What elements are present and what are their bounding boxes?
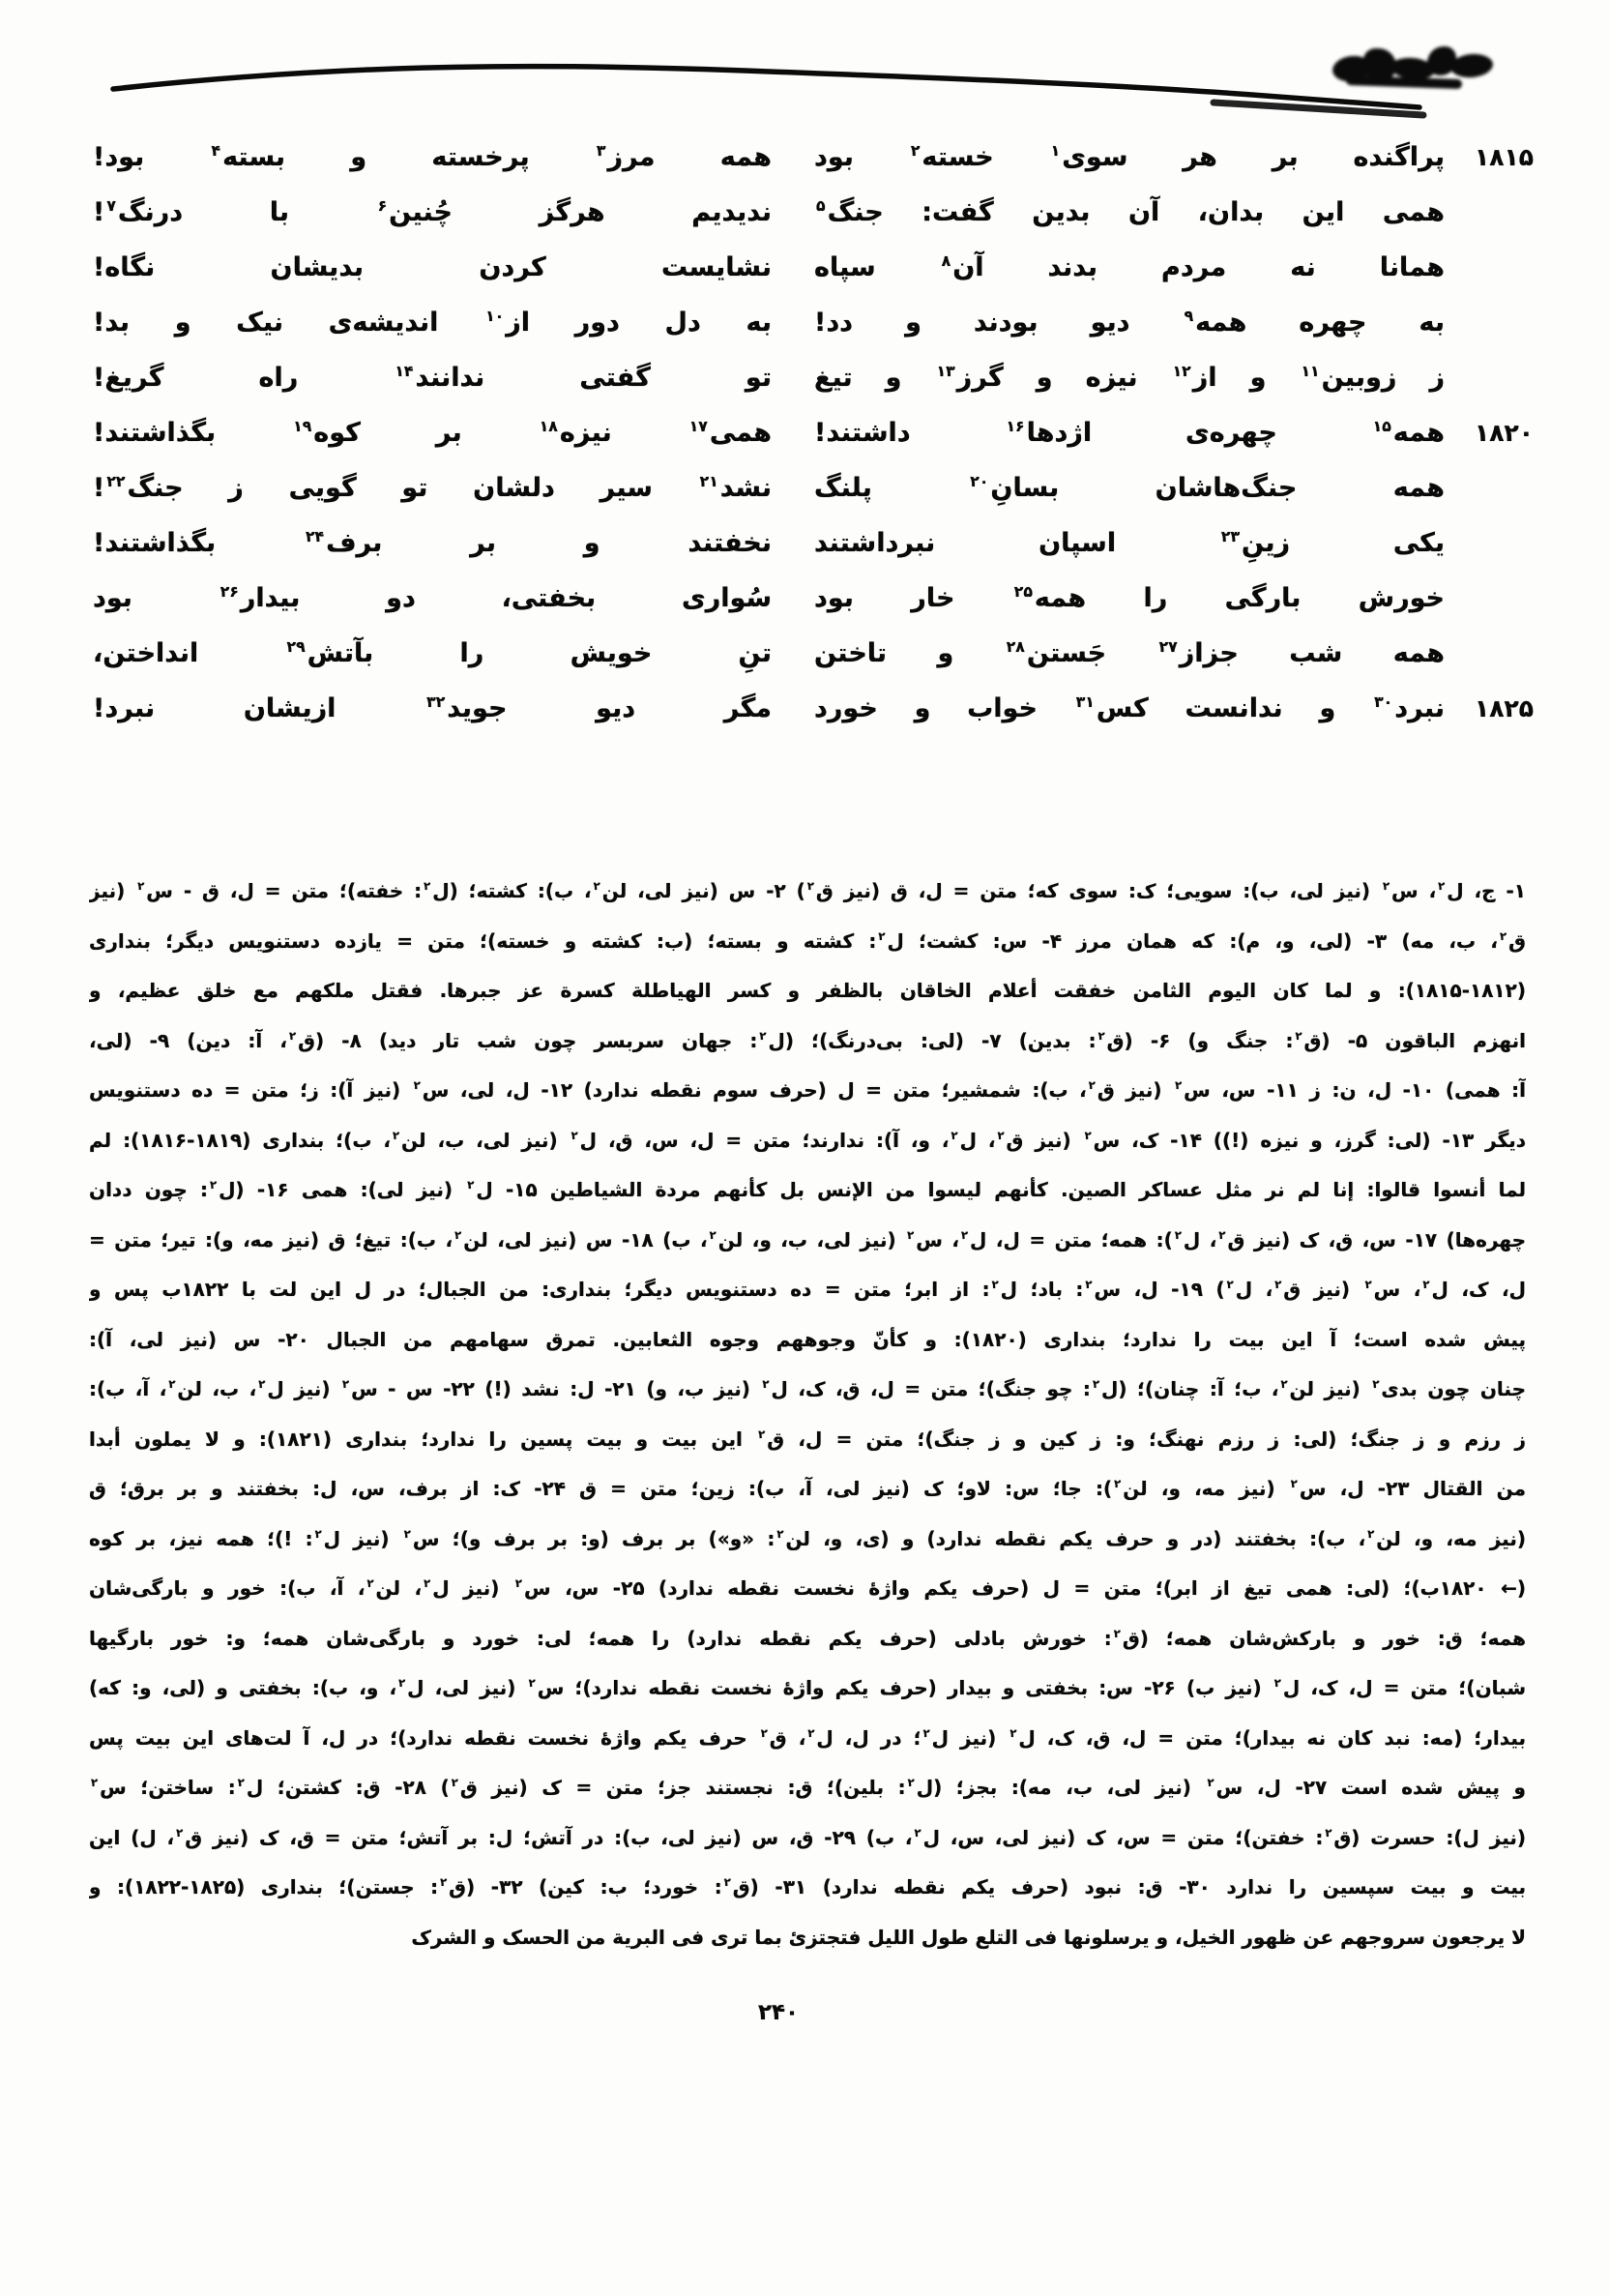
footnote-marker: ۱۵ (1372, 417, 1391, 435)
footnote-marker: ۲ (91, 1776, 99, 1790)
footnote-marker: ۲ (807, 1725, 815, 1740)
footnote-marker: ۳۲ (426, 692, 446, 711)
apparatus-line: من القتال ۲۳- ل، س$^۲$ (نیز مه، و، لن$^۲$): جا؛ س: لاو؛ ک (نیز لی، آ، ب): زین؛ متن = ق ۲۴- ک: از برف، س، ل: بخفتند و بر برق؛ ق (89, 1477, 1526, 1500)
apparatus-line: پیش شده است؛ آ این بیت را ندارد؛ بنداری (۱۸۲۰): و کأنّ وجوههم وجوه الثعابین. تمرق سهامهم من الجبال ۲۰- س (نیز لی، آ): (89, 1327, 1526, 1351)
hemistich-first: همه$^{۱۵}$ چهره‌ی اژدها$^{۱۶}$ داشتند! (814, 417, 1445, 448)
apparatus-line: چهره‌ها) ۱۷- س، ق، ک (نیز ق$^۲$، ل$^۲$): همه؛ متن = ل، ل$^۲$، س$^۲$ (نیز لی، ب، و، لن$^۲$، ب) ۱۸- س (نیز لی، لن$^۲$، ب): تیغ؛ ق (نیز مه، و): تیر؛ متن = (89, 1227, 1526, 1251)
footnote-marker: ۲ (1088, 1078, 1096, 1093)
hemistich-second: تنِ خویش را بآتش$^{۲۹}$ انداختن، (93, 637, 772, 668)
footnote-marker: ۲ (467, 1178, 475, 1192)
page-number: ۲۴۰ (757, 2000, 800, 2025)
footnote-marker: ۲۳ (1220, 527, 1241, 545)
verse-row (77, 519, 1534, 574)
footnote-marker: ۲ (392, 1128, 400, 1142)
hemistich-first: همه شب جزاز$^{۲۷}$ جَستن$^{۲۸}$ و تاختن (814, 637, 1445, 668)
footnote-marker: ۲ (341, 1377, 350, 1392)
footnote-marker: ۹ (1184, 307, 1194, 325)
hemistich-second: به دل دور از$^{۱۰}$ اندیشه‌ی نیک و بد! (93, 307, 772, 338)
footnote-marker: ۲ (914, 1825, 922, 1840)
footnote-marker: ۲ (907, 1776, 915, 1790)
hemistich-second: نشایست کردن بدیشان نگاه! (93, 252, 772, 282)
footnote-marker: ۲ (1325, 1825, 1332, 1840)
footnote-marker: ۲ (403, 1526, 411, 1541)
footnote-marker: ۲ (1295, 1028, 1302, 1043)
verse-row (77, 685, 1534, 740)
footnote-marker: ۲ (1273, 1676, 1281, 1691)
footnote-marker: ۲ (210, 1178, 218, 1192)
footnote-marker: ۲ (528, 1676, 536, 1691)
footnote-marker: ۲۶ (219, 582, 239, 601)
footnote-marker: ۱۷ (688, 417, 708, 435)
footnote-marker: ۲ (258, 1377, 266, 1392)
footnote-marker: ۲۴ (305, 527, 325, 545)
footnote-marker: ۲ (1500, 928, 1507, 943)
footnote-marker: ۲ (758, 1427, 766, 1441)
footnote-marker: ۲ (997, 1128, 1005, 1142)
apparatus-line: (نیز ل): حسرت (ق$^۲$: خفتن)؛ متن = س، ک (نیز لی، س، ل$^۲$، ب) ۲۹- ق، س (نیز لی، ب): در آتش؛ ل: بر آتش؛ متن = ق، ک (نیز ق$^۲$، ل) این (89, 1825, 1526, 1849)
hemistich-first: همی این بدان، آن بدین گفت: جنگ$^۵$ (816, 196, 1445, 227)
footnote-marker: ۲ (762, 1377, 770, 1392)
footnote-marker: ۲ (440, 1875, 448, 1890)
footnote-marker: ۲ (1207, 1776, 1214, 1790)
footnote-marker: ۲ (593, 879, 600, 894)
footnote-marker: ۱۹ (293, 417, 312, 435)
hemistich-second: سُواری بخفتی، دو بیدار$^{۲۶}$ بود (93, 582, 772, 613)
footnote-marker: ۲ (424, 1576, 431, 1591)
apparatus-line: آ: همی) ۱۰- ل، ن: ز ۱۱- س، س$^۲$ (نیز ق$^۲$، ب): شمشیر؛ متن = ل (حرف سوم نقطه ندارد) ۱۲- ل، لی، س$^۲$ (نیز آ): ز؛ متن = ده دستنویس (89, 1078, 1526, 1102)
footnote-marker: ۲ (451, 1776, 458, 1790)
apparatus-line: چنان چون بدی$^۲$ (نیز لن$^۲$، ب؛ آ: چنان)؛ (ل$^۲$: چو جنگ)؛ متن = ل، ق، ک، ل$^۲$ (نیز ب، و) ۲۱- ل: نشد (!) ۲۲- س - س$^۲$ (نیز ل$^۲$، ب، لن$^۲$، آ، ب): (89, 1377, 1526, 1400)
footnote-marker: ۲ (759, 1028, 767, 1043)
verse-number: ۱۸۲۵ (1474, 694, 1534, 722)
footnote-marker: ۱۱ (1301, 362, 1320, 380)
footnote-marker: ۲ (514, 1576, 522, 1591)
footnote-marker: ۱۲ (1172, 362, 1191, 380)
footnote-marker: ۲ (570, 1128, 578, 1142)
footnote-marker: ۲ (910, 141, 921, 160)
hemistich-second: تو گفتی ندانند$^{۱۴}$ راه گریغ! (93, 362, 772, 393)
apparatus-line: و پیش شده است ۲۷- ل، س$^۲$ (نیز لی، ب، مه): بجز؛ (ل$^۲$: بلین)؛ ق: نجستند جز؛ متن = ک (نیز ق$^۲$) ۲۸- ق: کشتن؛ ل$^۲$: ساختن؛ س$^۲$ (91, 1776, 1526, 1799)
apparatus-line: ق$^۲$، ب، مه) ۳- (لی، و، م): که همان مرز ۴- س: کشت؛ ل$^۲$: کشته و بسته؛ (ب: کشته و خسته)؛ متن = یازده دستنویس دیگر؛ بنداری (89, 928, 1526, 953)
hemistich-second: نخفتند و بر برف$^{۲۴}$ بگذاشتند! (93, 527, 772, 558)
footnote-marker: ۲ (1382, 879, 1390, 894)
hemistich-second: نشد$^{۲۱}$ سیر دلشان تو گویی ز جنگ$^{۲۲}$! (93, 472, 772, 503)
footnote-marker: ۲ (454, 1227, 462, 1242)
hemistich-second: مگر دیو جوید$^{۳۲}$ ازیشان نبرد! (93, 692, 772, 723)
footnote-marker: ۲ (176, 1825, 184, 1840)
verse-row (77, 409, 1534, 464)
footnote-marker: ۸ (941, 251, 951, 270)
hemistich-first: نبرد$^{۳۰}$ و ندانست کس$^{۳۱}$ خواب و خورد (814, 692, 1445, 723)
footnote-marker: ۲ (1274, 1278, 1282, 1292)
apparatus-line: ۱- ج، ل$^۲$، س$^۲$ (نیز لی، ب): سویی؛ ک: سوی که؛ متن = ل، ق (نیز ق$^۲$) ۲- س (نیز لی، لن$^۲$، ب): کشته؛ (ل$^۲$: خفته)؛ متن = ل، ق - س$^۲$ (نیز (89, 879, 1526, 902)
footnote-marker: ۱۰ (485, 307, 505, 325)
footnote-marker: ۲۱ (699, 472, 718, 490)
footnote-marker: ۲ (1085, 1278, 1093, 1292)
apparatus-line: بیدار؛ (مه: نبد کان نه بیدار)؛ متن = ل، ق، ک، ل$^۲$ (نیز ل$^۲$؛ در ل، ل$^۲$، ق$^۲$ حرف یکم واژهٔ نخست نقطه ندارد)؛ در ل، آ لت‌های این بیت پس (89, 1725, 1526, 1750)
running-head-ink-stamp-icon (1327, 39, 1499, 103)
hemistich-first: یکی زینِ$^{۲۳}$ اسپان نبرداشتند (814, 527, 1445, 558)
footnote-marker: ۲ (1290, 1477, 1298, 1491)
apparatus-line: ل، ک، ل$^۲$، س$^۲$ (نیز ق$^۲$، ل$^۲$) ۱۹- ل، س$^۲$: باد؛ ل$^۲$: از ابر؛ متن = ده دستنویس دیگر؛ بنداری: من الجبال؛ در ل این لت با ۱۸۲۲ب پس و (89, 1278, 1526, 1301)
footnote-marker: ۷ (106, 196, 116, 215)
hemistich-second: ندیدیم هرگز چُنین$^۶$ با درنگ$^۷$! (93, 196, 772, 227)
footnote-marker: ۲ (709, 1227, 717, 1242)
footnote-marker: ۱۴ (395, 362, 414, 380)
footnote-marker: ۲ (1367, 1526, 1375, 1541)
verse-row (77, 299, 1534, 354)
verse-row (77, 464, 1534, 519)
apparatus-line: شبان)؛ متن = ل، ک، ل$^۲$ (نیز ب) ۲۶- س: بخفتی و بیدار (حرف یکم واژهٔ نخست نقطه ندارد)؛ س$^۲$ (نیز لی، ل$^۲$، و، ب): بخفتی و (لی، و: که) (89, 1676, 1526, 1699)
footnote-marker: ۴ (211, 141, 221, 160)
verse-row (77, 574, 1534, 630)
hemistich-first: همانا نه مردم بدند آن$^۸$ سپاه (814, 251, 1445, 282)
footnote-marker: ۲ (413, 1078, 421, 1093)
footnote-marker: ۲۰ (970, 472, 989, 490)
hemistich-first: ز زوبین$^{۱۱}$ و از$^{۱۲}$ نیزه و گرز$^{۱۳}$ و تیغ (814, 362, 1445, 393)
footnote-marker: ۲ (1226, 1278, 1234, 1292)
hemistich-first: پراگنده بر هر سوی$^۱$ خسته$^۲$ بود (814, 141, 1445, 172)
footnote-marker: ۲ (951, 1128, 958, 1142)
footnote-marker: ۲ (1422, 1278, 1430, 1292)
apparatus-line: (← ۱۸۲۰ب)؛ (لی: همی تیغ از ابر)؛ متن = ل (حرف یکم واژهٔ نخست نقطه ندارد) ۲۵- س، س$^۲$ (نیز ل$^۲$، لن$^۲$، آ، ب): خور و بارگی‌شان (89, 1576, 1526, 1600)
footnote-marker: ۲ (398, 1676, 406, 1691)
footnote-marker: ۳۱ (1075, 692, 1095, 711)
footnote-marker: ۲ (137, 879, 145, 894)
footnote-marker: ۲ (168, 1377, 176, 1392)
apparatus-line: انهزم الباقون ۵- (ق$^۲$: جنگ و) ۶- (ق$^۲$: بدین) ۷- (لی: بی‌درنگ)؛ (ل$^۲$: جهان سربسر چون شب تار دید) ۸- (ق$^۲$، آ: دین) ۹- (لی، (89, 1028, 1526, 1052)
footnote-marker: ۲ (366, 1576, 374, 1591)
footnote-marker: ۲ (1438, 879, 1446, 894)
hemistich-first: به چهره همه$^۹$ دیو بودند و دد! (814, 307, 1445, 338)
footnote-marker: ۲ (806, 879, 814, 894)
hemistich-second: همه مرز$^۳$ پرخسته و بسته$^۴$ بود! (93, 141, 772, 172)
footnote-marker: ۲۹ (286, 637, 306, 656)
footnote-marker: ۲۸ (1006, 637, 1025, 656)
footnote-marker: ۶ (377, 196, 388, 215)
footnote-marker: ۲ (907, 1227, 915, 1242)
apparatus-footnotes (89, 867, 1526, 1962)
footnote-marker: ۲ (723, 1875, 731, 1890)
footnote-marker: ۱۸ (539, 417, 558, 435)
footnote-marker: ۲ (1084, 1128, 1092, 1142)
footnote-marker: ۲ (1175, 1078, 1183, 1093)
footnote-marker: ۲ (922, 1725, 930, 1740)
footnote-marker: ۲ (760, 1725, 768, 1740)
footnote-marker: ۲ (1174, 1227, 1182, 1242)
footnote-marker: ۲ (1372, 1377, 1380, 1392)
apparatus-line: لا یرجعون سروجهم عن ظهور الخیل، و یرسلونها فی التلع طول اللیل فتجتزئ بما تری فی البریة من الحسک و الشرک (411, 1925, 1526, 1949)
verse-row (77, 189, 1534, 244)
verse-row (77, 133, 1534, 189)
footnote-marker: ۲ (878, 928, 886, 943)
apparatus-line: ز رزم و ز جنگ؛ (لی: ز رزم نهنگ؛ و: ز کین و ز جنگ)؛ متن = ل، ق$^۲$ این بیت و بیت پسین را ندارد؛ بنداری (۱۸۲۱): و لا یملون أبدا (89, 1427, 1526, 1451)
verse-row (77, 630, 1534, 685)
footnote-marker: ۲ (1280, 1377, 1288, 1392)
footnote-marker: ۲ (1114, 1477, 1122, 1491)
apparatus-line: لما أنسوا قالوا: إنا لم نر مثل عساکر الصین. کأنهم لیسوا من الإنس بل کأنهم مردة الشیاطین ۱۵- ل$^۲$ (نیز لی): همی ۱۶- (ل$^۲$: چون ددان (89, 1178, 1526, 1201)
footnote-marker: ۲۵ (1013, 582, 1033, 601)
footnote-marker: ۲ (1009, 1725, 1017, 1740)
footnote-marker: ۲ (314, 1526, 322, 1541)
footnote-marker: ۳ (596, 141, 606, 160)
hemistich-second: همی$^{۱۷}$ نیزه$^{۱۸}$ بر کوه$^{۱۹}$ بگذاشتند! (93, 417, 772, 448)
footnote-marker: ۳۰ (1374, 692, 1393, 711)
verse-row (77, 354, 1534, 409)
hemistich-first: خورش بارگی را همه$^{۲۵}$ خار بود (814, 582, 1445, 613)
apparatus-line: بیت و بیت سپسین را ندارد ۳۰- ق: نبود (حرف یکم نقطه ندارد) ۳۱- (ق$^۲$: خورد؛ ب: کین) ۳۲- (ق$^۲$: جستن)؛ بنداری (۱۸۲۵-۱۸۲۲): و (89, 1875, 1526, 1899)
footnote-marker: ۲ (1113, 1626, 1121, 1640)
footnote-marker: ۲ (991, 1278, 999, 1292)
apparatus-line: همه؛ ق: خور و بارکش‌شان همه؛ (ق$^۲$: خورش بادلی (حرف یکم نقطه ندارد) را همه؛ لی: خورد و بارگی‌شان همه؛ و: خور بارگیها (89, 1626, 1526, 1650)
footnote-marker: ۲۲ (106, 472, 126, 490)
apparatus-line: (نیز مه، و، لن$^۲$، ب): بخفتند (در و حرف یکم نقطه ندارد) و (ی، و، لن$^۲$: «و») بر برف (و: بر برف و)؛ س$^۲$ (نیز ل$^۲$: !)؛ همه نیز، بر کوه (89, 1526, 1526, 1550)
apparatus-line: (۱۸۱۵-۱۸۱۲): و لما کان الیوم الثامن خفقت أعلام الخاقان بالظفر و کسر الهیاطلة کسرة عز جبرها. فقتل ملکهم مع خلق عظیم، و (89, 979, 1526, 1002)
footnote-marker: ۲ (424, 879, 431, 894)
verse-row (77, 244, 1534, 299)
verse-block (77, 133, 1534, 740)
footnote-marker: ۲ (1092, 1377, 1100, 1392)
footnote-marker: ۲ (1218, 1227, 1226, 1242)
verse-number: ۱۸۱۵ (1474, 143, 1534, 171)
footnote-marker: ۲ (289, 1028, 297, 1043)
hemistich-first: همه جنگ‌هاشان بسانِ$^{۲۰}$ پلنگ (814, 472, 1445, 503)
footnote-marker: ۲ (1364, 1278, 1372, 1292)
footnote-marker: ۲ (960, 1227, 969, 1242)
footnote-marker: ۲ (776, 1526, 784, 1541)
footnote-marker: ۱ (1050, 141, 1061, 160)
footnote-marker: ۲ (237, 1776, 245, 1790)
apparatus-line: دیگر ۱۳- (لی: گرز، و نیزه (!)) ۱۴- ک، س$^۲$ (نیز ق$^۲$، ل$^۲$، و، آ): ندارند؛ متن = ل، س، ق، ل$^۲$ (نیز لی، ب، لن$^۲$، ب)؛ بنداری (۱۸۱۹-۱۸۱۶): لم (89, 1128, 1526, 1152)
footnote-marker: ۱۶ (1006, 417, 1025, 435)
verse-number: ۱۸۲۰ (1474, 419, 1534, 447)
footnote-marker: ۲۷ (1158, 637, 1178, 656)
footnote-marker: ۵ (816, 196, 826, 215)
footnote-marker: ۲ (1097, 1028, 1105, 1043)
footnote-marker: ۱۳ (936, 362, 955, 380)
